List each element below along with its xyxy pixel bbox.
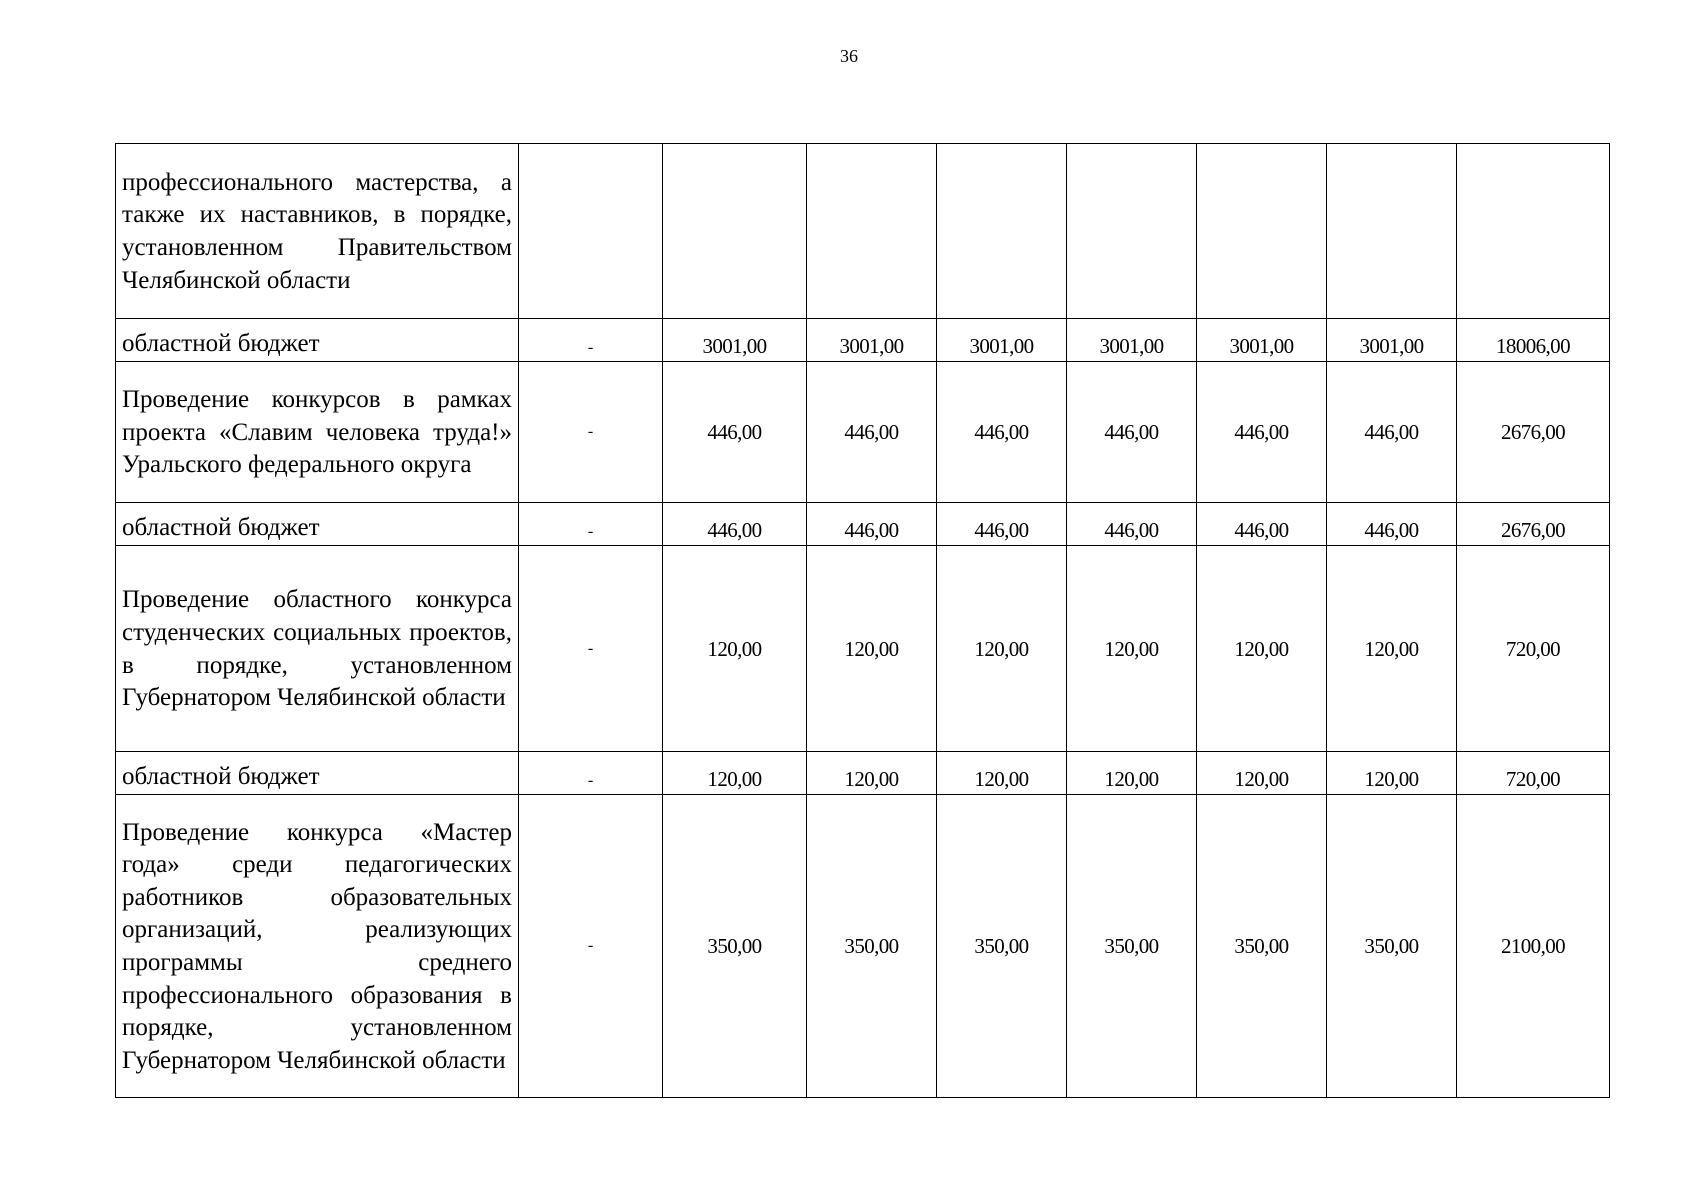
row-value: 120,00 [1067,546,1197,752]
row-value: 350,00 [1197,795,1327,1098]
row-description: профессионального мастерства, а также их наставников, в порядке, установленном Правительством Челябинской области [116,144,519,319]
row-value: 3001,00 [1197,319,1327,362]
row-source: - [519,752,663,795]
row-value: 120,00 [663,546,807,752]
row-value: 446,00 [1067,503,1197,546]
row-value: 120,00 [807,546,937,752]
budget-table [115,143,1610,1098]
row-value [1067,144,1197,319]
row-value: 3001,00 [937,319,1067,362]
row-source: - [519,795,663,1098]
row-total: 720,00 [1457,546,1610,752]
row-value: 446,00 [807,503,937,546]
table-row [116,144,1610,319]
row-value: 3001,00 [1327,319,1457,362]
row-value: 446,00 [1067,362,1197,503]
row-value: 446,00 [937,362,1067,503]
row-value: 350,00 [1067,795,1197,1098]
row-source: - [519,503,663,546]
row-source: - [519,319,663,362]
row-description: Проведение областного конкурса студенческих социальных проектов, в порядке, установленном Губернатором Челябинской области [116,546,519,752]
row-total [1457,144,1610,319]
row-value: 350,00 [807,795,937,1098]
row-total: 18006,00 [1457,319,1610,362]
row-total: 2676,00 [1457,362,1610,503]
row-value: 120,00 [1067,752,1197,795]
row-source [519,144,663,319]
table-row [116,503,1610,546]
row-total: 2100,00 [1457,795,1610,1098]
row-description: областной бюджет [116,752,519,795]
row-value: 446,00 [663,362,807,503]
row-value: 120,00 [1327,752,1457,795]
row-value: 446,00 [937,503,1067,546]
row-value: 446,00 [1197,503,1327,546]
row-value: 3001,00 [663,319,807,362]
row-value: 350,00 [1327,795,1457,1098]
row-value: 446,00 [1197,362,1327,503]
table-row [116,795,1610,1098]
row-value: 120,00 [1197,546,1327,752]
row-value: 350,00 [663,795,807,1098]
row-value: 120,00 [1197,752,1327,795]
table-row [116,546,1610,752]
row-total: 2676,00 [1457,503,1610,546]
row-source: - [519,362,663,503]
table-row [116,362,1610,503]
row-value [807,144,937,319]
row-value: 120,00 [937,546,1067,752]
row-value [663,144,807,319]
row-value: 120,00 [807,752,937,795]
row-value: 446,00 [663,503,807,546]
row-value [937,144,1067,319]
row-value: 446,00 [1327,503,1457,546]
table-row [116,319,1610,362]
row-description: Проведение конкурсов в рамках проекта «Славим человека труда!» Уральского федерального округа [116,362,519,503]
row-value: 446,00 [1327,362,1457,503]
row-description: областной бюджет [116,319,519,362]
row-total: 720,00 [1457,752,1610,795]
row-value: 3001,00 [1067,319,1197,362]
row-value: 120,00 [1327,546,1457,752]
row-description: областной бюджет [116,503,519,546]
table-row [116,752,1610,795]
row-value: 3001,00 [807,319,937,362]
row-value: 446,00 [807,362,937,503]
page-number: 36 [840,46,858,66]
row-value: 120,00 [663,752,807,795]
row-value [1197,144,1327,319]
row-value: 350,00 [937,795,1067,1098]
row-value: 120,00 [937,752,1067,795]
row-source: - [519,546,663,752]
row-description: Проведение конкурса «Мастер года» среди педагогических работников образовательных организаций, реализующих программы среднего профессионального образования в порядке, установленном Губернатором Челябинской области [116,795,519,1098]
row-value [1327,144,1457,319]
